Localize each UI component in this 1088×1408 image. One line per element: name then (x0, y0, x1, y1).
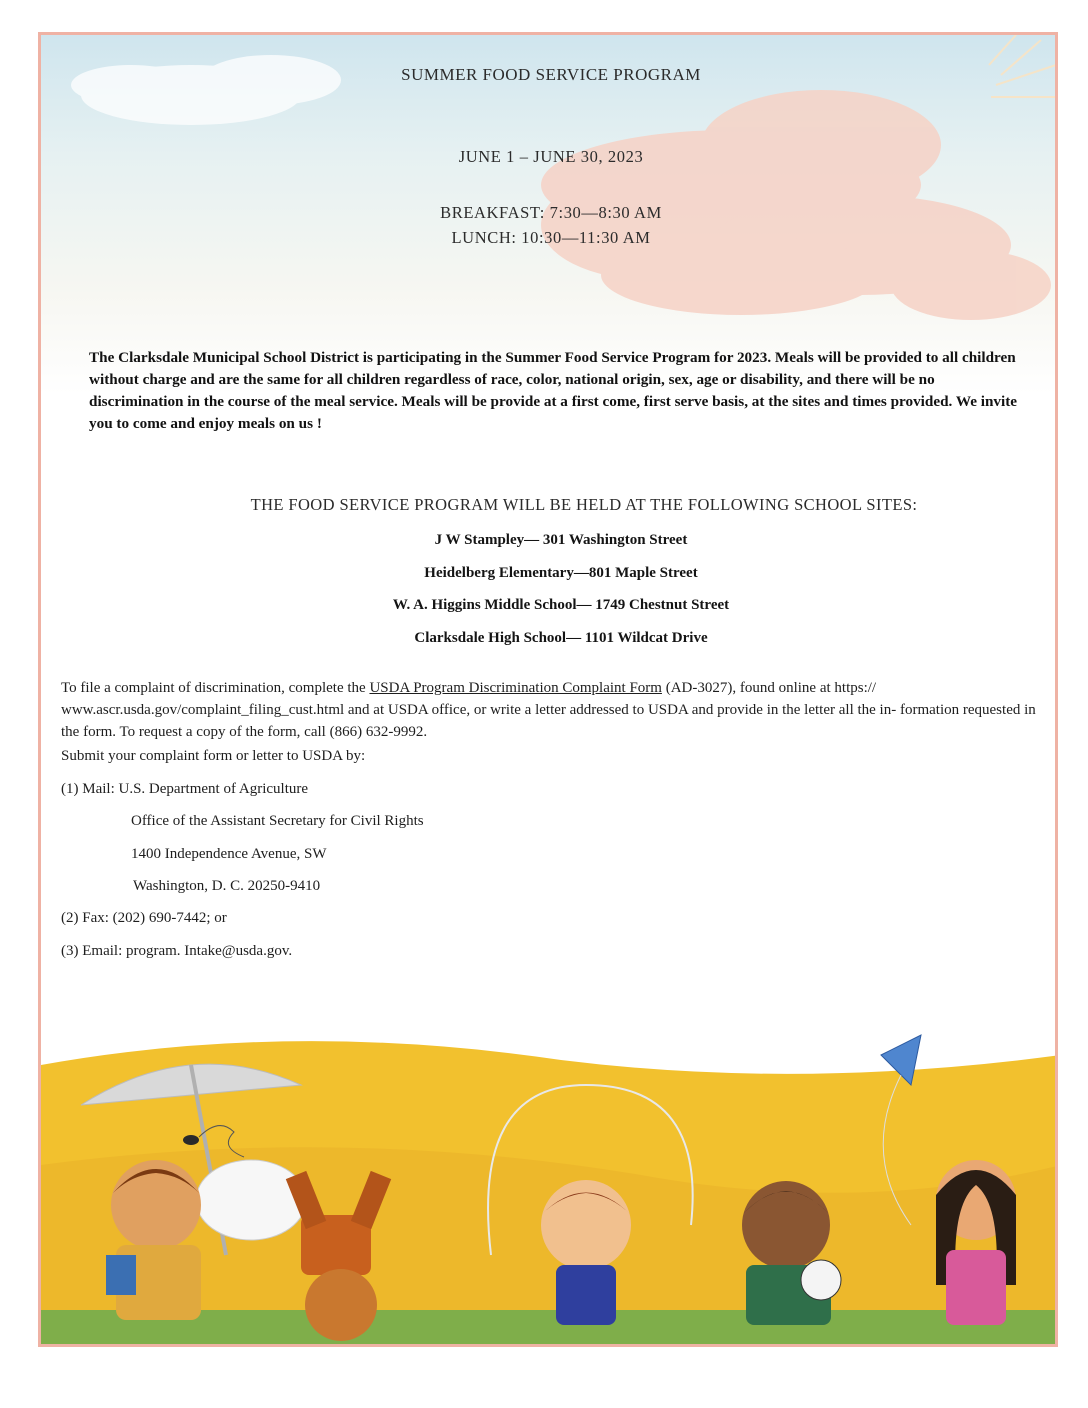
complaint-form-link[interactable]: USDA Program Discrimination Complaint Form (369, 680, 662, 696)
table (196, 1160, 306, 1240)
complaint-prefix: To file a complaint of discrimination, complete the (61, 680, 370, 696)
site-item: Heidelberg Elementary—801 Maple Street (424, 565, 698, 581)
intro-paragraph: The Clarksdale Municipal School District is participating in the Summer Food Service Program for 2023. Meals will be provided to all children without charge and are the same for all children regardless of race, color, national origin, sex, age or disability, and there will be no discrimination in the course of the meal service. Meals will be provide at a first come, first serve basis, at the sites and times provided. We invite you to come and enjoy meals on us ! (89, 349, 1018, 432)
mail-line-1: (1) Mail: U.S. Department of Agriculture (61, 781, 309, 797)
sites-heading: THE FOOD SERVICE PROGRAM WILL BE HELD AT THE FOLLOWING SCHOOL SITES: (250, 495, 918, 514)
breakfast-hours: BREAKFAST: 7:30—8:30 AM (440, 203, 662, 222)
flyer-page (38, 32, 1058, 1347)
site-item: J W Stampley— 301 Washington Street (434, 532, 688, 548)
program-title: SUMMER FOOD SERVICE PROGRAM (401, 65, 701, 84)
email-line: (3) Email: program. Intake@usda.gov. (61, 943, 293, 959)
submit-instructions: Submit your complaint form or letter to USDA by: (61, 748, 366, 764)
complaint-paragraph (61, 677, 1051, 743)
fax-line: (2) Fax: (202) 690-7442; or (61, 910, 227, 926)
complaint-suffix: (AD-3027), found online at https:// www.ascr.usda.gov/complaint_filing_cust.html and at USDA office, or write a letter addressed to USDA and provide in the letter all the in- formation requested in the form. To request a copy of the form, call (866) 632-9992. (61, 680, 1036, 740)
site-item: W. A. Higgins Middle School— 1749 Chestnut Street (392, 597, 730, 613)
mail-line-3: 1400 Independence Avenue, SW (131, 846, 327, 862)
site-item: Clarksdale High School— 1101 Wildcat Drive (414, 630, 708, 646)
program-dates: JUNE 1 – JUNE 30, 2023 (458, 147, 644, 166)
mail-line-2: Office of the Assistant Secretary for Civil Rights (131, 813, 424, 829)
mail-line-4: Washington, D. C. 20250-9410 (133, 878, 321, 894)
lunch-hours: LUNCH: 10:30—11:30 AM (451, 228, 651, 247)
children-playing-illustration (41, 1025, 1058, 1347)
